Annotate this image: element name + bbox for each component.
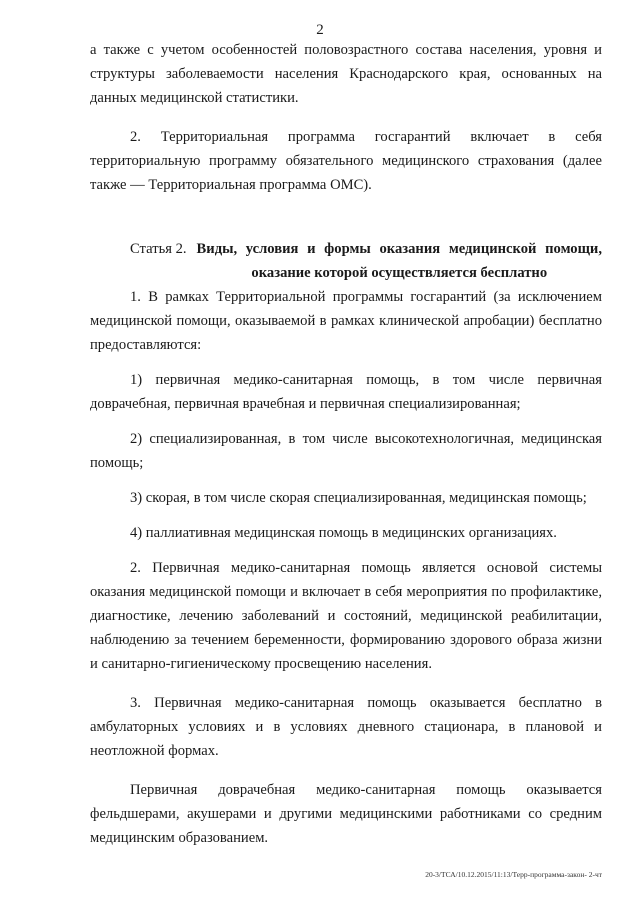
- article-title: Виды, условия и формы оказания медицинской помощи, оказание которой осуществляется бесплатно: [196, 241, 602, 281]
- paragraph-item-3: 3. Первичная медико-санитарная помощь оказывается бесплатно в амбулаторных условиях и в условиях дневного стационара, в плановой и неотложной формах.: [90, 695, 602, 759]
- paragraph-item-2: 2. Первичная медико-санитарная помощь является основой системы оказания медицинской помощи и включает в себя мероприятия по профилактике, диагностике, лечению заболеваний и состояний, медицинской реабилитации, наблюдению за течением беременности, формированию здорового образа жизни и санитарно-гигиеническому просвещению населения.: [90, 560, 602, 672]
- document-body: [90, 38, 602, 850]
- footer-file-info: 20-3/ТСА/10.12.2015/11:13/Терр-программа-закон- 2-чт: [425, 870, 602, 879]
- list-item-4: 4) паллиативная медицинская помощь в медицинских организациях.: [130, 525, 557, 541]
- article-label: Статья 2.: [130, 241, 187, 257]
- paragraph-intro-continuation: а также с учетом особенностей половозрастного состава населения, уровня и структуры заболеваемости населения Краснодарского края, основанных на данных медицинской статистики.: [90, 42, 602, 106]
- paragraph-2: 2. Территориальная программа госгарантий включает в себя территориальную программу обязательного медицинского страхования (далее также — Территориальная программа ОМС).: [90, 129, 602, 193]
- page-number: 2: [316, 22, 324, 38]
- list-item-3: 3) скорая, в том числе скорая специализированная, медицинская помощь;: [130, 490, 587, 506]
- paragraph-pre-medical: Первичная доврачебная медико-санитарная помощь оказывается фельдшерами, акушерами и другими медицинскими работниками со средним медицинским образованием.: [90, 782, 602, 846]
- article-heading: [90, 237, 602, 285]
- paragraph-item-1: 1. В рамках Территориальной программы госгарантий (за исключением медицинской помощи, оказываемой в рамках клинической апробации) бесплатно предоставляются:: [90, 289, 602, 353]
- list-item-1: 1) первичная медико-санитарная помощь, в том числе первичная доврачебная, первичная врачебная и первичная специализированная;: [90, 372, 602, 412]
- list-item-2: 2) специализированная, в том числе высокотехнологичная, медицинская помощь;: [90, 431, 602, 471]
